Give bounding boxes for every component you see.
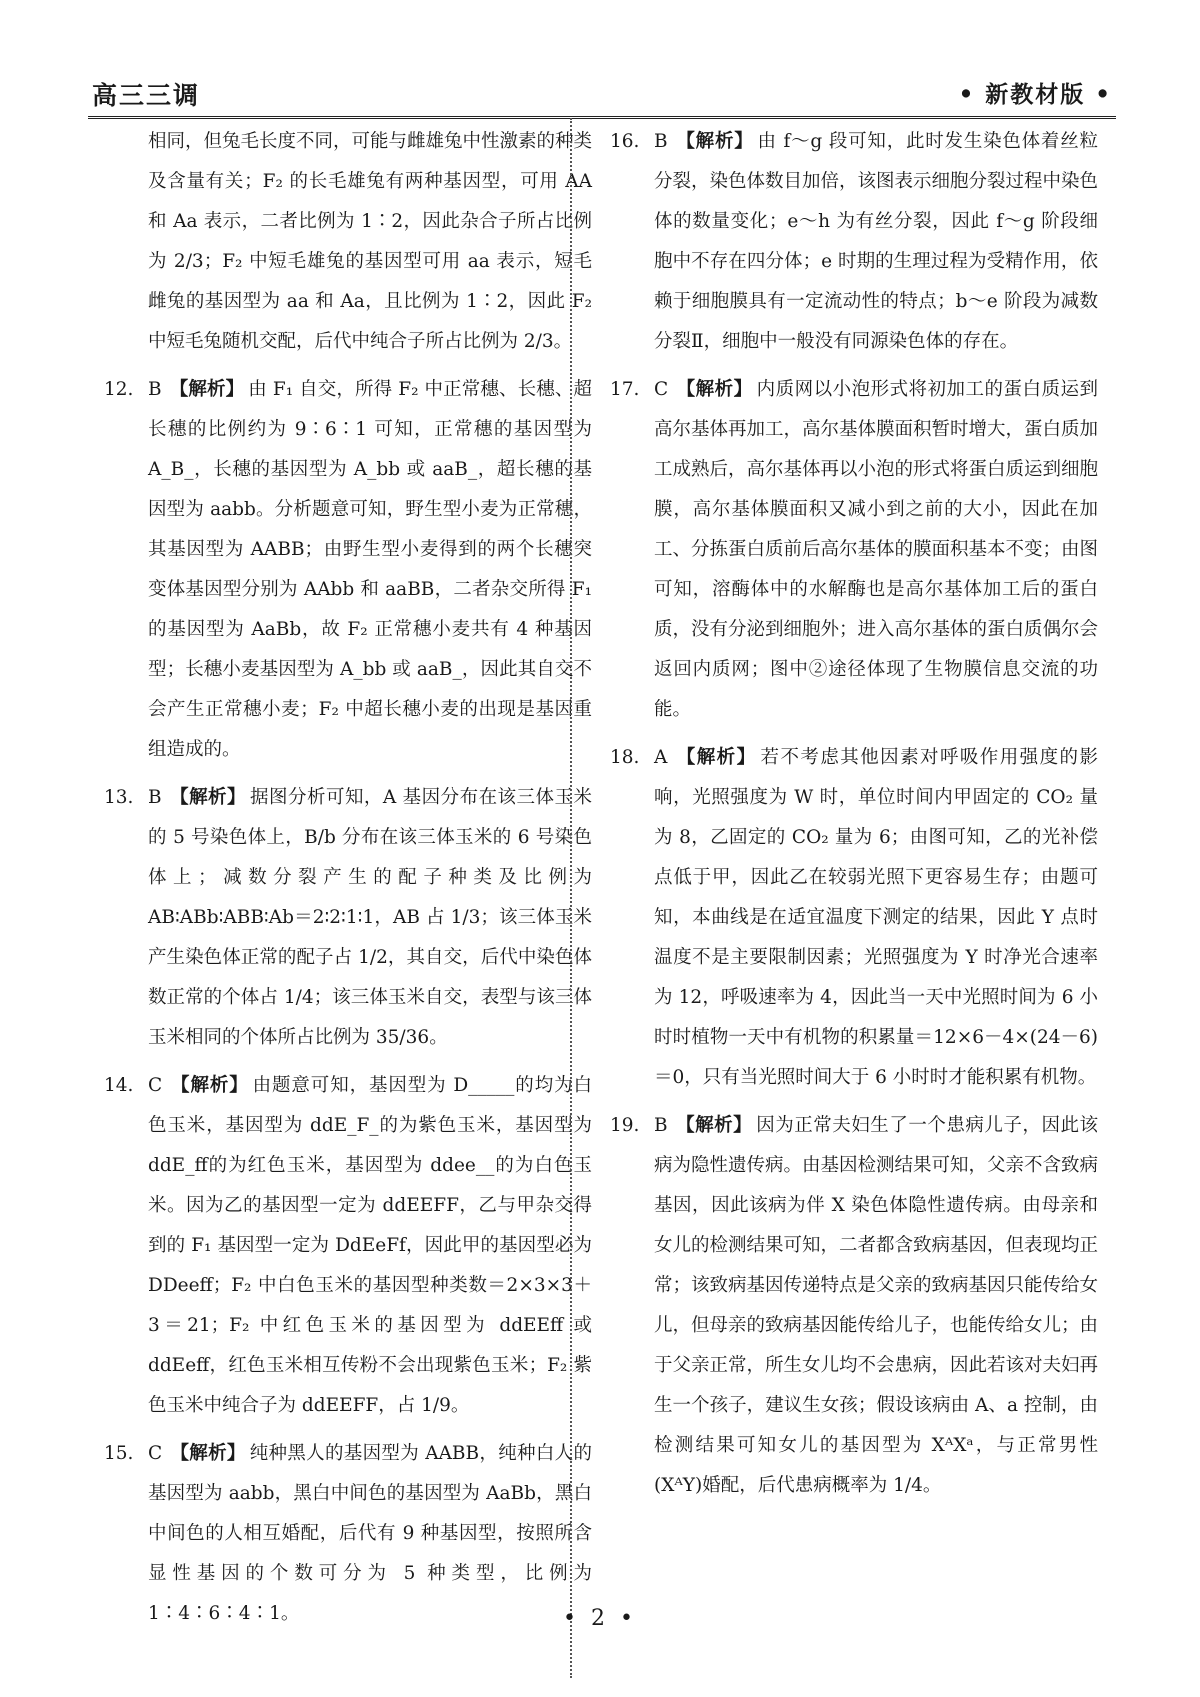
answer-17: [610, 370, 1098, 730]
answer-16: [610, 122, 1098, 362]
left-column: [104, 122, 592, 1642]
answer-letter: B: [148, 787, 162, 808]
analysis-tag: 【解析】: [169, 379, 245, 400]
answer-letter: B: [148, 379, 162, 400]
answer-number: 18.: [610, 747, 640, 768]
answer-number: 12.: [104, 379, 134, 400]
answer-number: 19.: [610, 1115, 640, 1136]
answer-number: 14.: [104, 1075, 134, 1096]
page-number: • 2 •: [563, 1606, 637, 1631]
analysis-tag: 【解析】: [675, 747, 757, 768]
answer-text: 若不考虑其他因素对呼吸作用强度的影响，光照强度为 W 时，单位时间内甲固定的 CO₂ 量为 8，乙固定的 CO₂ 量为 6；由图可知，乙的光补偿点低于甲，因此乙在较弱光照下更容易生存；由题可知，本曲线是在适宜温度下测定的结果，因此 Y 点时温度不是主要限制因素；光照强度为 Y 时净光合速率为 12，呼吸速率为 4，因此当一天中光照时间为 6 小时时植物一天中有机物的积累量＝12×6－4×(24－6)＝0，只有当光照时间大于 6 小时时才能积累有机物。: [654, 747, 1098, 1088]
answer-text: 由 F₁ 自交，所得 F₂ 中正常穗、长穗、超长穗的比例约为 9∶6∶1 可知，正常穗的基因型为 A_B_，长穗的基因型为 A_bb 或 aaB_，超长穗的基因型为 aabb。分析题意可知，野生型小麦为正常穗，其基因型为 AABB；由野生型小麦得到的两个长穗突变体基因型分别为 AAbb 和 aaBB，二者杂交所得 F₁ 的基因型为 AaBb，故 F₂ 正常穗小麦共有 4 种基因型；长穗小麦基因型为 A_bb 或 aaB_，因此其自交不会产生正常穗小麦；F₂ 中超长穗小麦的出现是基因重组造成的。: [148, 379, 592, 760]
answer-letter: C: [148, 1443, 163, 1464]
answer-letter: B: [654, 131, 668, 152]
answer-letter: B: [654, 1115, 668, 1136]
answer-text: 据图分析可知，A 基因分布在该三体玉米的 5 号染色体上，B/b 分布在该三体玉米的 6 号染色体上；减数分裂产生的配子种类及比例为 AB∶ABb∶ABB∶Ab＝2∶2∶1∶1，AB 占 1/3；该三体玉米产生染色体正常的配子占 1/2，其自交，后代中染色体数正常的个体占 1/4；该三体玉米自交，表型与该三体玉米相同的个体所占比例为 35/36。: [148, 787, 592, 1048]
answer-15: [104, 1434, 592, 1634]
answer-text: 由题意可知，基因型为 D_____的均为白色玉米，基因型为 ddE_F_的为紫色玉米，基因型为 ddE_ff的为红色玉米，基因型为 ddee__的为白色玉米。因为乙的基因型一定为 ddEEFF，乙与甲杂交得到的 F₁ 基因型一定为 DdEeFf，因此甲的基因型必为 DDeeff；F₂ 中白色玉米的基因型种类数＝2×3×3＋3＝21；F₂ 中红色玉米的基因型为 ddEEff 或 ddEeff，红色玉米相互传粉不会出现紫色玉米；F₂ 紫色玉米中纯合子为 ddEEFF，占 1/9。: [148, 1075, 592, 1416]
analysis-tag: 【解析】: [169, 787, 247, 808]
analysis-tag: 【解析】: [675, 131, 754, 152]
answer-number: 15.: [104, 1443, 134, 1464]
page-header: [88, 72, 1116, 119]
edition-label: • 新教材版 •: [958, 81, 1112, 108]
answer-12: [104, 370, 592, 770]
analysis-tag: 【解析】: [170, 1443, 246, 1464]
column-divider: [570, 118, 572, 1678]
analysis-tag: 【解析】: [675, 1115, 753, 1136]
answer-18: [610, 738, 1098, 1098]
answer-letter: C: [654, 379, 669, 400]
answer-text: 因为正常夫妇生了一个患病儿子，因此该病为隐性遗传病。由基因检测结果可知，父亲不含致病基因，因此该病为伴 X 染色体隐性遗传病。由母亲和女儿的检测结果可知，二者都含致病基因，但表现均正常；该致病基因传递特点是父亲的致病基因只能传给女儿，但母亲的致病基因能传给儿子，也能传给女儿；由于父亲正常，所生女儿均不会患病，因此若该对夫妇再生一个孩子，建议生女孩；假设该病由 A、a 控制，由检测结果可知女儿的基因型为 XᴬXᵃ，与正常男性(XᴬY)婚配，后代患病概率为 1/4。: [654, 1115, 1099, 1496]
answer-text: 由 f～g 段可知，此时发生染色体着丝粒分裂，染色体数目加倍，该图表示细胞分裂过程中染色体的数量变化；e～h 为有丝分裂，因此 f～g 阶段细胞中不存在四分体；e 时期的生理过程为受精作用，依赖于细胞膜具有一定流动性的特点；b～e 阶段为减数分裂Ⅱ，细胞中一般没有同源染色体的存在。: [654, 131, 1099, 352]
answer-number: 13.: [104, 787, 134, 808]
answer-19: [610, 1106, 1098, 1506]
answer-text: 内质网以小泡形式将初加工的蛋白质运到高尔基体再加工，高尔基体膜面积暂时增大，蛋白质加工成熟后，高尔基体再以小泡的形式将蛋白质运到细胞膜，高尔基体膜面积又减小到之前的大小，因此在加工、分拣蛋白质前后高尔基体的膜面积基本不变；由图可知，溶酶体中的水解酶也是高尔基体加工后的蛋白质，没有分泌到细胞外；进入高尔基体的蛋白质偶尔会返回内质网；图中②途径体现了生物膜信息交流的功能。: [654, 379, 1099, 720]
answer-letter: A: [654, 747, 668, 768]
answer-13: [104, 778, 592, 1058]
answer-text: 纯种黑人的基因型为 AABB，纯种白人的基因型为 aabb，黑白中间色的基因型为 AaBb，黑白中间色的人相互婚配，后代有 9 种基因型，按照所含显性基因的个数可分为 5 种类型，比例为 1∶4∶6∶4∶1。: [148, 1443, 592, 1624]
answer-letter: C: [148, 1075, 163, 1096]
analysis-tag: 【解析】: [676, 379, 753, 400]
answer-number: 17.: [610, 379, 640, 400]
analysis-tag: 【解析】: [170, 1075, 249, 1096]
answer-14: [104, 1066, 592, 1426]
answer-number: 16.: [610, 131, 640, 152]
exam-title: 高三三调: [92, 81, 201, 110]
right-column: [610, 122, 1098, 1514]
continued-paragraph: 相同，但兔毛长度不同，可能与雌雄兔中性激素的种类及含量有关；F₂ 的长毛雄兔有两种基因型，可用 AA 和 Aa 表示，二者比例为 1∶2，因此杂合子所占比例为 2/3；F₂ 中短毛雄兔的基因型可用 aa 表示，短毛雌兔的基因型为 aa 和 Aa，且比例为 1∶2，因此 F₂ 中短毛兔随机交配，后代中纯合子所占比例为 2/3。: [148, 131, 593, 352]
